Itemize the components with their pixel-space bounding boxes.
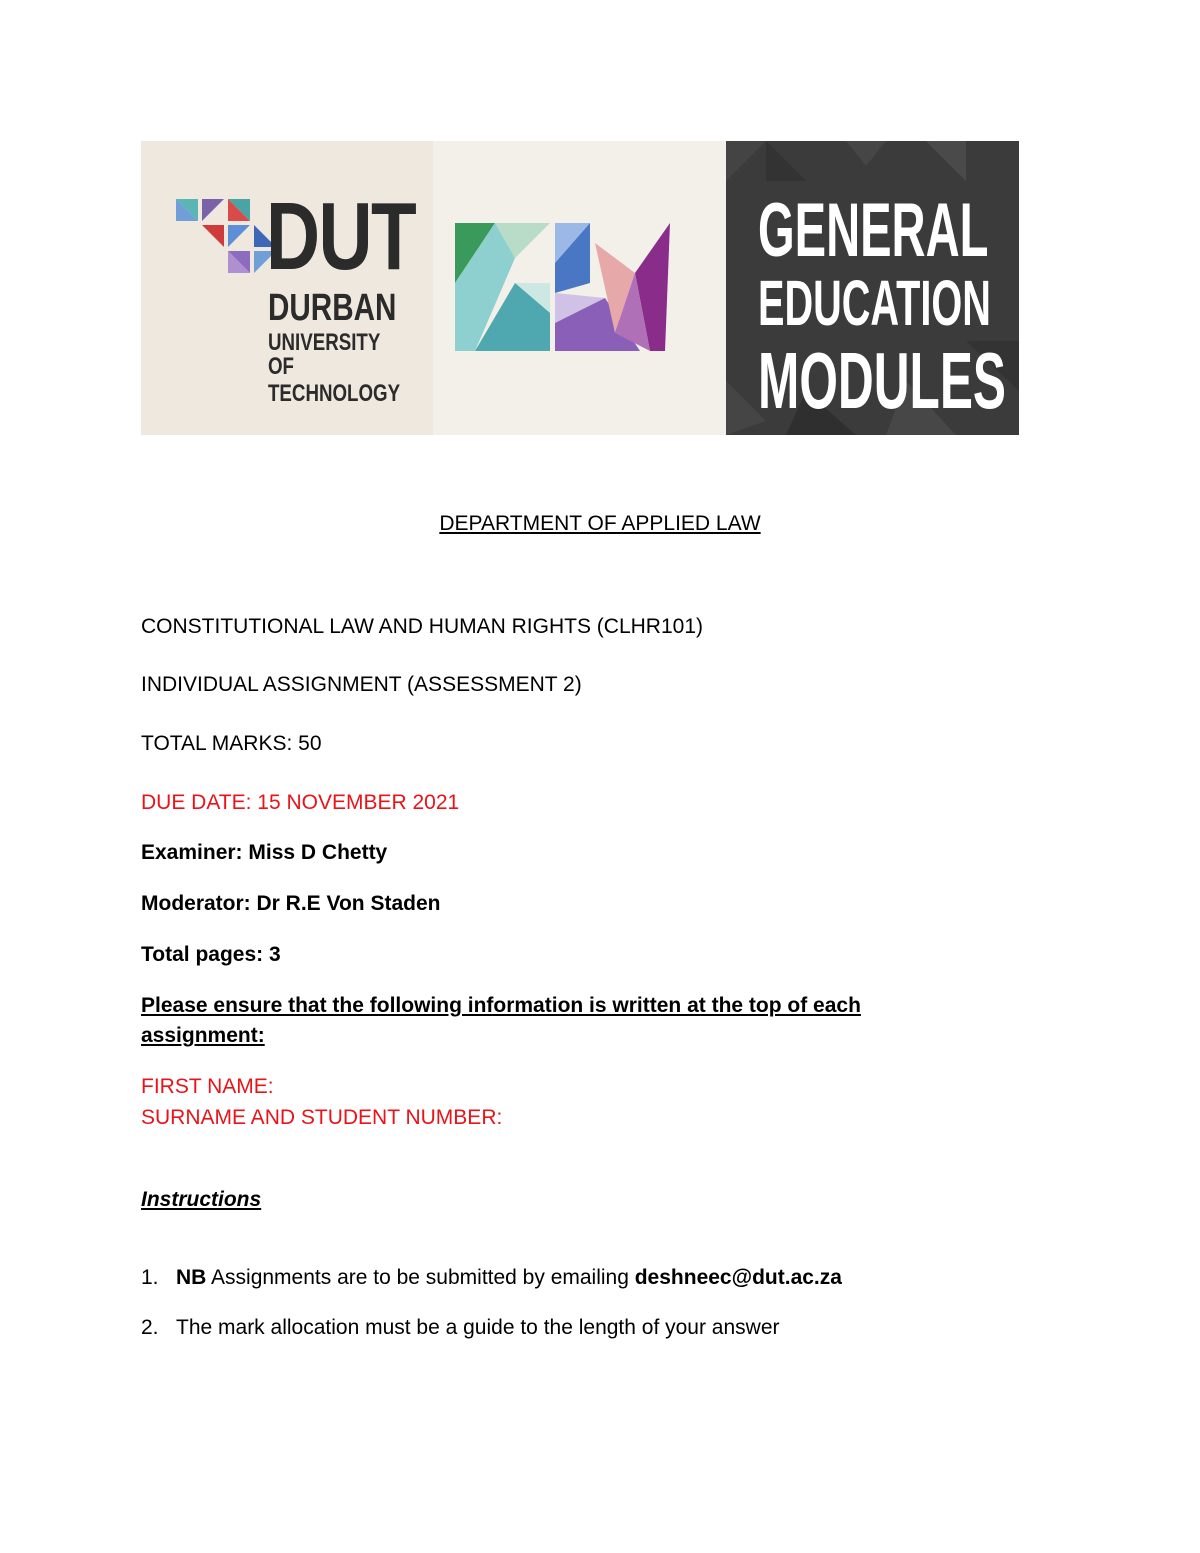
gen-ed-line2: EDUCATION — [758, 267, 991, 339]
instruction-number: 2. — [141, 1316, 159, 1339]
total-marks: TOTAL MARKS: 50 — [141, 732, 322, 755]
notice-line1: Please ensure that the following information is written at the top of each — [141, 994, 861, 1017]
instruction-text: The mark allocation must be a guide to the length of your answer — [176, 1316, 780, 1339]
instruction-item — [141, 1316, 780, 1340]
instruction-lead: NB — [176, 1266, 207, 1289]
department-title: DEPARTMENT OF APPLIED LAW — [439, 512, 761, 535]
course-title: CONSTITUTIONAL LAW AND HUMAN RIGHTS (CLHR101) — [141, 615, 704, 638]
dut-triangles-icon — [176, 199, 276, 289]
due-date: DUE DATE: 15 NOVEMBER 2021 — [141, 791, 460, 814]
general-education-modules-logo — [726, 141, 1019, 435]
gen-ed-title — [758, 188, 1006, 425]
dut-name-line1: DURBAN — [268, 287, 397, 329]
instruction-number: 1. — [141, 1266, 159, 1289]
dut-name-line2: UNIVERSITY OF — [268, 329, 381, 380]
moderator: Moderator: Dr R.E Von Staden — [141, 892, 441, 915]
notice-line2: assignment: — [141, 1024, 265, 1047]
total-pages: Total pages: 3 — [141, 943, 281, 966]
surname-field: SURNAME AND STUDENT NUMBER: — [141, 1106, 503, 1129]
gen-ed-line3: MODULES — [758, 336, 1006, 425]
first-name-field: FIRST NAME: — [141, 1075, 274, 1098]
instructions-heading: Instructions — [141, 1188, 262, 1211]
dut-logo — [141, 141, 433, 435]
gen-ed-line1: GENERAL — [758, 188, 989, 273]
dut-name-line3: TECHNOLOGY — [268, 380, 401, 407]
gem-mosaic-icon — [455, 223, 705, 353]
dut-acronym: DUT — [266, 183, 416, 290]
examiner: Examiner: Miss D Chetty — [141, 841, 388, 864]
instruction-text: Assignments are to be submitted by emailing — [206, 1266, 635, 1289]
dut-name — [268, 289, 400, 409]
assignment-title: INDIVIDUAL ASSIGNMENT (ASSESSMENT 2) — [141, 673, 582, 696]
header-banner — [141, 141, 1019, 435]
gem-logo — [433, 141, 726, 435]
instruction-item — [141, 1266, 842, 1290]
email-link[interactable]: deshneec@dut.ac.za — [634, 1266, 842, 1289]
